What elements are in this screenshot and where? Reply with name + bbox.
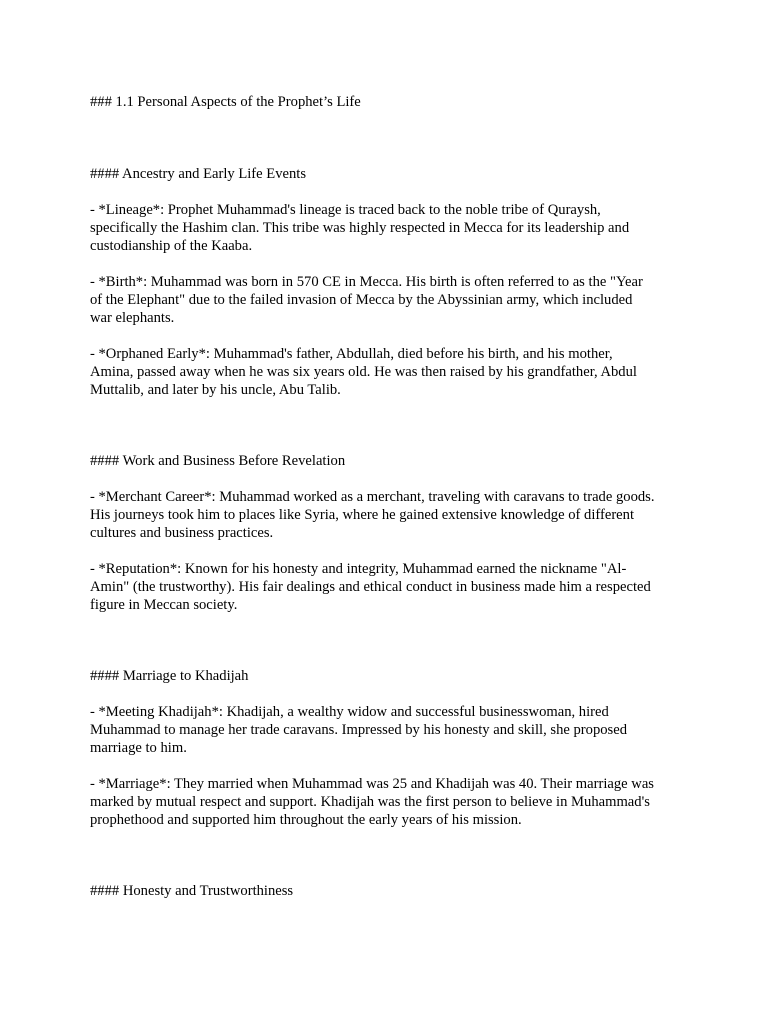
paragraph-line: Amin" (the trustworthy). His fair dealings and ethical conduct in business made him a respected <box>90 579 651 595</box>
paragraph-line: of the Elephant" due to the failed invasion of Mecca by the Abyssinian army, which included <box>90 292 633 308</box>
paragraph-line: - *Merchant Career*: Muhammad worked as a merchant, traveling with caravans to trade goods. <box>90 489 655 505</box>
paragraph-line: Muhammad to manage her trade caravans. Impressed by his honesty and skill, she proposed <box>90 722 627 738</box>
section-heading-work: #### Work and Business Before Revelation <box>90 453 346 469</box>
paragraph-line: marked by mutual respect and support. Khadijah was the first person to believe in Muhammad's <box>90 794 650 810</box>
paragraph-line: figure in Meccan society. <box>90 597 238 613</box>
paragraph-line: - *Meeting Khadijah*: Khadijah, a wealthy widow and successful businesswoman, hired <box>90 704 609 720</box>
paragraph-line: - *Orphaned Early*: Muhammad's father, Abdullah, died before his birth, and his mother, <box>90 346 613 362</box>
paragraph-line: cultures and business practices. <box>90 525 274 541</box>
paragraph-line: war elephants. <box>90 310 175 326</box>
paragraph-line: custodianship of the Kaaba. <box>90 238 253 254</box>
paragraph-line: Amina, passed away when he was six years old. He was then raised by his grandfather, Abdul <box>90 364 637 380</box>
paragraph-line: - *Lineage*: Prophet Muhammad's lineage is traced back to the noble tribe of Quraysh, <box>90 202 601 218</box>
section-heading-ancestry: #### Ancestry and Early Life Events <box>90 166 307 182</box>
paragraph-line: - *Marriage*: They married when Muhammad was 25 and Khadijah was 40. Their marriage was <box>90 776 654 792</box>
section-heading-honesty: #### Honesty and Trustworthiness <box>90 883 294 899</box>
paragraph-line: marriage to him. <box>90 740 187 756</box>
document-title: ### 1.1 Personal Aspects of the Prophet’s Life <box>90 94 361 110</box>
paragraph-line: specifically the Hashim clan. This tribe was highly respected in Mecca for its leadership and <box>90 220 630 236</box>
section-heading-marriage: #### Marriage to Khadijah <box>90 668 249 684</box>
paragraph-line: His journeys took him to places like Syria, where he gained extensive knowledge of different <box>90 507 635 523</box>
paragraph-line: Muttalib, and later by his uncle, Abu Talib. <box>90 382 341 398</box>
paragraph-line: - *Birth*: Muhammad was born in 570 CE in Mecca. His birth is often referred to as the "Year <box>90 274 643 290</box>
paragraph-line: prophethood and supported him throughout the early years of his mission. <box>90 812 522 828</box>
paragraph-line: - *Reputation*: Known for his honesty and integrity, Muhammad earned the nickname "Al- <box>90 561 627 577</box>
